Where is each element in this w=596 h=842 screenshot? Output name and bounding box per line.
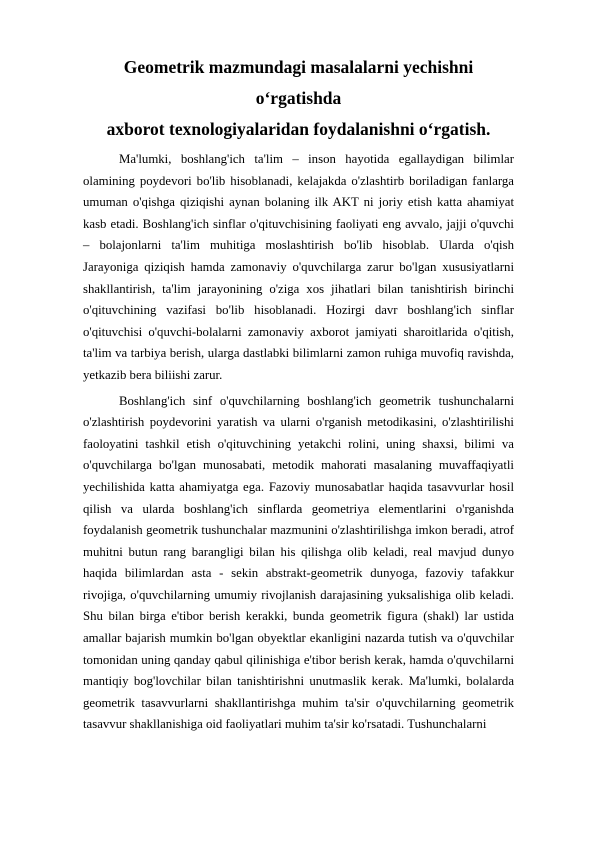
document-page	[83, 52, 514, 736]
paragraph-2: Boshlang'ich sinf o'quvchilarning boshlang'ich geometrik tushunchalarni o'zlashtirish poydevorini yaratish va ularni o'rganish metodikasini, o'zlashtirilishi faoloyatini tashkil etish o'qituvchining yetakchi rolini, uning shaxsi, bilimi va o'quvchilarga bo'lgan munosabati, metodik mahorati masalaning muvaffaqiyatli yechilishida katta ahamiyatga ega. Fazoviy munosabatlar haqida tasavvurlar hosil qilish va ularda boshlang'ich sinflarda geometriya elementlarini o'rganishda foydalanish geometrik tushunchalar mazmunini o'zlashtirilishga imkon beradi, atrof muhitni butun rang barangligi bilan his qilishga olib keladi, real mavjud dunyo haqida bilimlardan asta - sekin abstrakt-geometrik dunyoga, fazoviy tafakkur rivojiga, o'quvchilarning umumiy rivojlanish darajasining yuksalishiga olib keladi. Shu bilan birga e'tibor berish kerakki, bunda geometrik figura (shakl) lar ustida amallar bajarish mumkin bo'lgan obyektlar ekanligini nazarda tutish va o'quvchilar tomonidan uning qanday qabul qilinishiga e'tibor berish kerak, hamda o'quvchilarni mantiqiy bog'lovchilar bilan tanishtirishni unutmaslik kerak. Ma'lumki, bolalarda geometrik tasavvurlarni shakllantirishga muhim ta'sir o'quvchilarning geometrik tasavvur shakllanishiga oid faoliyatlari muhim ta'sir ko'rsatadi. Tushunchalarni	[83, 393, 514, 732]
title-line-1: Geometrik mazmundagi masalalarni yechishni o‘rgatishda	[123, 57, 474, 108]
document-title	[83, 52, 514, 145]
title-line-2: axborot texnologiyalaridan foydalanishni o‘rgatish.	[106, 119, 491, 139]
paragraph-1: Ma'lumki, boshlang'ich ta'lim – inson hayotida egallaydigan bilimlar olamining poydevori bo'lib hisoblanadi, kelajakda o'zlashtirb boriladigan fanlarga umuman o'qishga qiziqishi aynan bolaning ilk AKT ni joriy etish katta ahamiyat kasb etadi. Boshlang'ich sinflar o'qituvchisining faoliyati eng avvalo, jajji o'quvchi – bolajonlarni ta'lim muhitiga moslashtirish bo'lib hisoblab. Ularda o'qish Jarayoniga qiziqish hamda zamonaviy o'quvchilarga zarur bo'lgan xususiyatlarni shakllantirish, ta'lim jarayonining o'ziga xos jihatlari bilan tanishtirish birinchi o'qituvchining vazifasi bo'lib hisoblanadi. Hozirgi davr boshlang'ich sinflar o'qituvchisi o'quvchi-bolalarni zamonaviy axborot jamiyati sharoitlarida o'qitish, ta'lim va tarbiya berish, ularga dastlabki bilimlarni zamon ruhiga muvofiq ravishda, yetkazib bera biliishi zarur.	[83, 152, 514, 382]
